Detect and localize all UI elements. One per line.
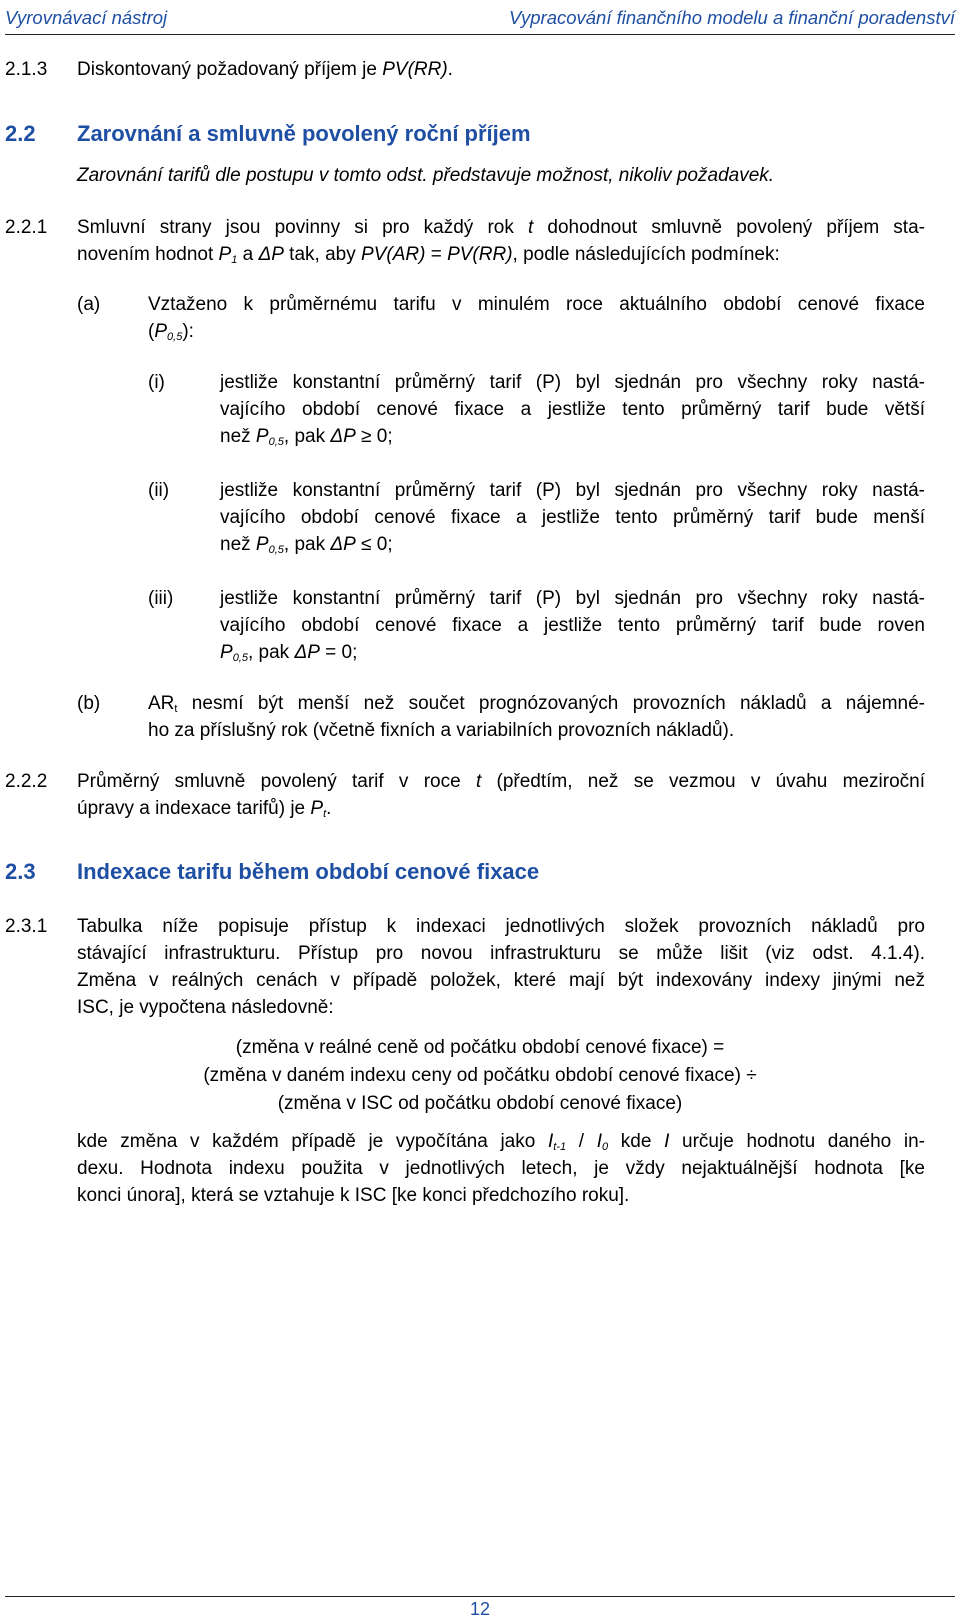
section-note: Zarovnání tarifů dle postupu v tomto odst. představuje možnost, nikoliv požadavek. <box>77 165 775 186</box>
paragraph-line: stávající infrastrukturu. Přístup pro novou infrastrukturu se může lišit (viz odst. 4.1.4). <box>77 943 925 964</box>
sublist-text: $P_{0,5}$, pak ΔP = 0; <box>220 642 358 664</box>
section-number: 2.3.1 <box>5 916 48 937</box>
list-item-text: $(P_{0,5})$: <box>148 321 194 343</box>
header-left-title: Vyrovnávací nástroj <box>5 7 168 28</box>
paragraph-line: Tabulka níže popisuje přístup k indexaci jednotlivých složek provozních nákladů pro <box>77 916 925 937</box>
paragraph-line: Průměrný smluvně povolený tarif v roce t (předtím, než se vezmou v úvahu meziroční <box>77 771 925 792</box>
footer-rule <box>5 1596 955 1597</box>
list-label: (a) <box>77 294 101 315</box>
section-number: 2.2.2 <box>5 771 48 792</box>
sublist-text: jestliže konstantní průměrný tarif (P) byl sjednán pro všechny roky nastá- <box>220 480 925 501</box>
list-item-text: Vztaženo k průměrnému tarifu v minulém roce aktuálního období cenové fixace <box>148 294 925 315</box>
sublist-text: než $P_{0,5}$, pak ΔP ≤ 0; <box>220 534 393 556</box>
sublist-text: vajícího období cenové fixace a jestliže tento průměrný tarif bude menší <box>220 507 925 528</box>
formula-line: (změna v daném indexu ceny od počátku období cenové fixace) ÷ <box>203 1065 757 1086</box>
sublist-text: než $P_{0,5}$, pak ΔP ≥ 0; <box>220 426 393 448</box>
heading-number: 2.3 <box>5 859 36 884</box>
heading-title: Indexace tarifu během období cenové fixace <box>77 859 540 884</box>
section-text: Diskontovaný požadovaný příjem je PV(RR). <box>77 59 453 80</box>
paragraph-line: Smluvní strany jsou povinny si pro každý rok t dohodnout smluvně povolený příjem sta- <box>77 217 925 238</box>
sublist-label: (i) <box>148 372 165 393</box>
list-item-text: ho za příslušný rok (včetně fixních a variabilních provozních nákladů). <box>148 720 735 741</box>
sublist-text: vajícího období cenové fixace a jestliže tento průměrný tarif bude roven <box>220 615 925 636</box>
paragraph-line: kde změna v každém případě je vypočítána jako $I_{t-1} / I_0$ kde I určuje hodnotu daného in- <box>77 1131 925 1153</box>
section-number: 2.2.1 <box>5 217 48 238</box>
sublist-label: (iii) <box>148 588 174 609</box>
formula-line: (změna v ISC od počátku období cenové fixace) <box>277 1093 683 1114</box>
paragraph-line: konci února], která se vztahuje k ISC [ke konci předchozího roku]. <box>77 1185 630 1206</box>
formula-line: (změna v reálné ceně od počátku období cenové fixace) = <box>235 1037 725 1058</box>
list-label: (b) <box>77 693 101 714</box>
page-header <box>5 4 955 35</box>
paragraph-line: Změna v reálných cenách v případě položek, které mají být indexovány indexy jinými než <box>77 970 925 991</box>
paragraph-line: dexu. Hodnota indexu použita v jednotlivých letech, je vždy nejaktuálnější hodnota [ke <box>77 1158 925 1179</box>
heading-number: 2.2 <box>5 121 36 146</box>
heading-title: Zarovnání a smluvně povolený roční příjem <box>77 121 531 146</box>
paragraph-line: úpravy a indexace tarifů) je $P_t$. <box>77 798 332 820</box>
paragraph-line: ISC, je vypočtena následovně: <box>77 997 334 1018</box>
page-number: 12 <box>469 1599 491 1619</box>
section-number: 2.1.3 <box>5 59 48 80</box>
sublist-text: jestliže konstantní průměrný tarif (P) byl sjednán pro všechny roky nastá- <box>220 588 925 609</box>
list-item-text: $AR_t$ nesmí být menší než součet prognózovaných provozních nákladů a nájemné- <box>148 693 925 715</box>
paragraph-line: novením hodnot $P_1$ a ΔP tak, aby PV(AR) = PV(RR), podle následujících podmínek: <box>77 244 780 266</box>
sublist-text: jestliže konstantní průměrný tarif (P) byl sjednán pro všechny roky nastá- <box>220 372 925 393</box>
sublist-label: (ii) <box>148 480 170 501</box>
sublist-text: vajícího období cenové fixace a jestliže tento průměrný tarif bude větší <box>220 399 925 420</box>
header-right-title: Vypracování finančního modelu a finanční poradenství <box>508 7 955 28</box>
